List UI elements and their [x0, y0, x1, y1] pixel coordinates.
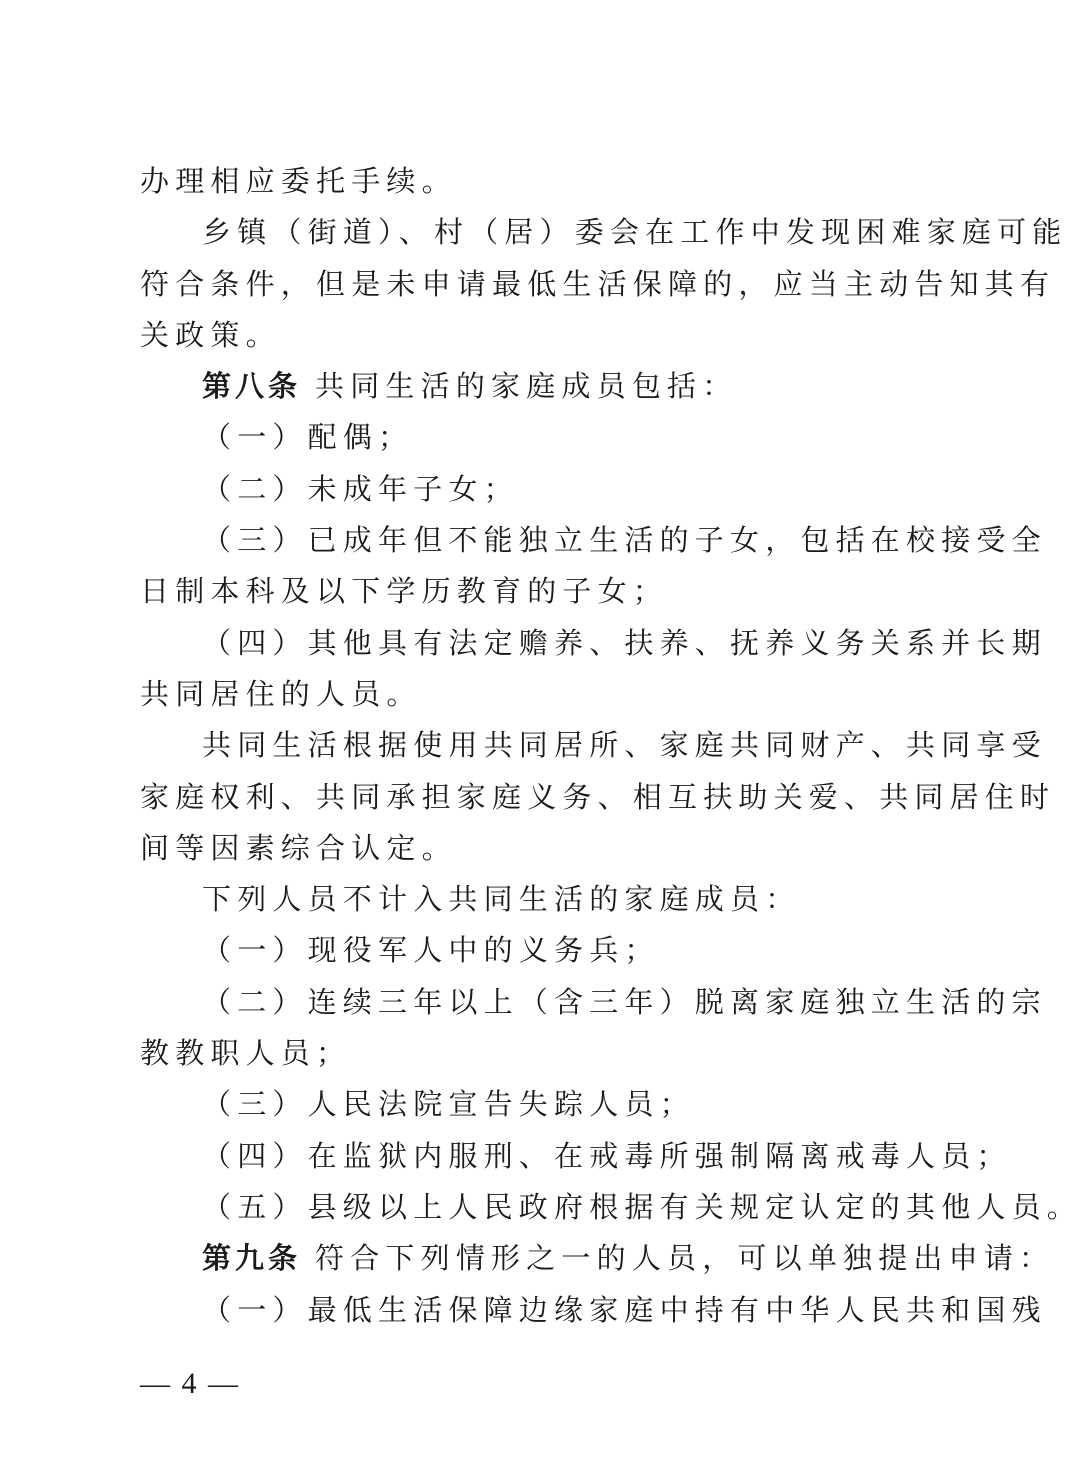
text-line: 乡镇（街道）、村（居）委会在工作中发现困难家庭可能 [202, 215, 1068, 250]
article-9-heading: 第九条 [202, 1241, 302, 1276]
article-9-line [140, 1233, 1055, 1284]
article-9-text: 符合下列情形之一的人员，可以单独提出申请： [315, 1241, 1055, 1276]
list-item: （四）在监狱内服刑、在戒毒所强制隔离戒毒人员； [202, 1138, 1012, 1173]
text-line: 符合条件，但是未申请最低生活保障的，应当主动告知其有 [140, 266, 1056, 301]
article-8-text: 共同生活的家庭成员包括： [315, 369, 738, 404]
text-line: 家庭权利、共同承担家庭义务、相互扶助关爱、共同居住时 [140, 779, 1056, 814]
list-item: （三）人民法院宣告失踪人员； [202, 1087, 695, 1122]
text-line: 下列人员不计入共同生活的家庭成员： [202, 882, 801, 917]
text-line: 关政策。 [140, 317, 281, 352]
text-line: 共同居住的人员。 [140, 676, 422, 711]
list-item: （二）连续三年以上（含三年）脱离家庭独立生活的宗 [202, 984, 1047, 1019]
list-item: （四）其他具有法定赡养、扶养、抚养义务关系并长期 [202, 625, 1047, 660]
article-8-line [140, 361, 935, 412]
page-number: — 4 — [140, 1367, 240, 1400]
list-item: （一）配偶； [202, 420, 414, 455]
document-body [140, 156, 1082, 1336]
list-item: （五）县级以上人民政府根据有关规定认定的其他人员。 [202, 1189, 1082, 1224]
text-line: 日制本科及以下学历教育的子女； [140, 574, 669, 609]
list-item: （三）已成年但不能独立生活的子女，包括在校接受全 [202, 523, 1047, 558]
text-line: 共同生活根据使用共同居所、家庭共同财产、共同享受 [202, 728, 1047, 763]
text-line: 间等因素综合认定。 [140, 830, 457, 865]
list-item: （一）最低生活保障边缘家庭中持有中华人民共和国残 [202, 1292, 1047, 1327]
article-8-heading: 第八条 [202, 369, 302, 404]
text-line: 办理相应委托手续。 [140, 164, 457, 198]
list-item: （一）现役军人中的义务兵； [202, 933, 660, 968]
list-item: （二）未成年子女； [202, 471, 519, 506]
text-line: 教教职人员； [140, 1036, 352, 1071]
